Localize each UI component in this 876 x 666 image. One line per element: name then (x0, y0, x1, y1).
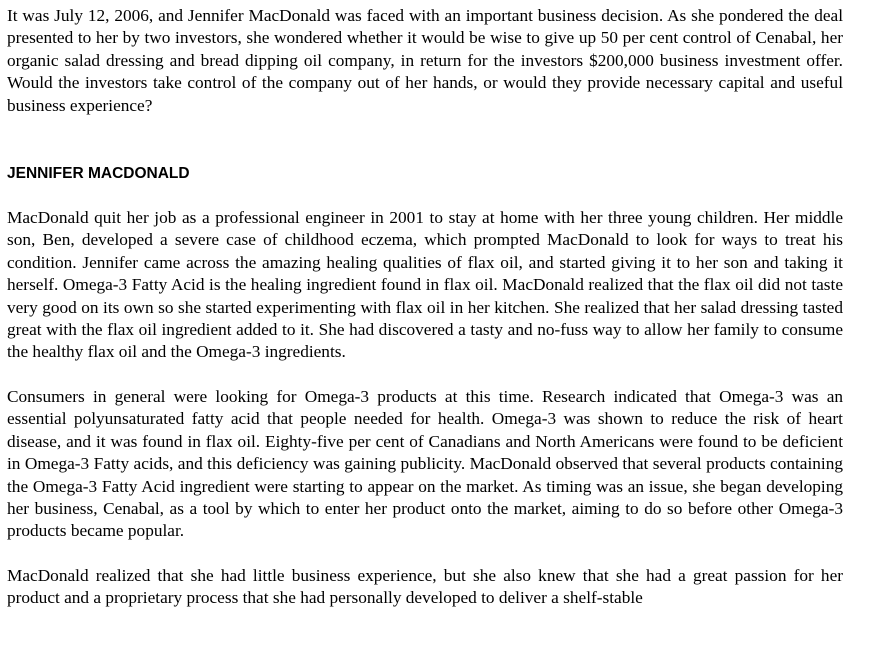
body-paragraph: Consumers in general were looking for Omega-3 products at this time. Research indicated that Omega-3 was an essential polyunsaturated fatty acid that people needed for health. Omega-3 was shown to reduce the risk of heart disease, and it was found in flax oil. Eighty-five per cent of Canadians and North Americans were found to be deficient in Omega-3 Fatty acids, and this deficiency was gaining publicity. MacDonald observed that several products containing the Omega-3 Fatty Acid ingredient were starting to appear on the market. As timing was an issue, she began developing her business, Cenabal, as a tool by which to enter her product onto the market, aiming to do so before other Omega-3 products became popular. (7, 386, 843, 541)
section-heading: JENNIFER MACDONALD (7, 165, 190, 183)
body-paragraph: MacDonald realized that she had little business experience, but she also knew that she had a great passion for her product and a proprietary process that she had personally developed to deliver a shelf-stable (7, 565, 843, 608)
document-page (7, 5, 843, 610)
intro-paragraph: It was July 12, 2006, and Jennifer MacDonald was faced with an important business decision. As she pondered the deal presented to her by two investors, she wondered whether it would be wise to give up 50 per cent control of Cenabal, her organic salad dressing and bread dipping oil company, in return for the investors $200,000 business investment offer. Would the investors take control of the company out of her hands, or would they provide necessary capital and useful business experience? (7, 6, 843, 115)
body-paragraph: MacDonald quit her job as a professional engineer in 2001 to stay at home with her three young children. Her middle son, Ben, developed a severe case of childhood eczema, which prompted MacDonald to look for ways to treat his condition. Jennifer came across the amazing healing qualities of flax oil, and started giving it to her son and taking it herself. Omega-3 Fatty Acid is the healing ingredient found in flax oil. MacDonald realized that the flax oil did not taste very good on its own so she started experimenting with flax oil in her kitchen. She realized that her salad dressing tasted great with the flax oil ingredient added to it. She had discovered a tasty and no-fuss way to allow her family to consume the healthy flax oil and the Omega-3 ingredients. (7, 208, 843, 362)
